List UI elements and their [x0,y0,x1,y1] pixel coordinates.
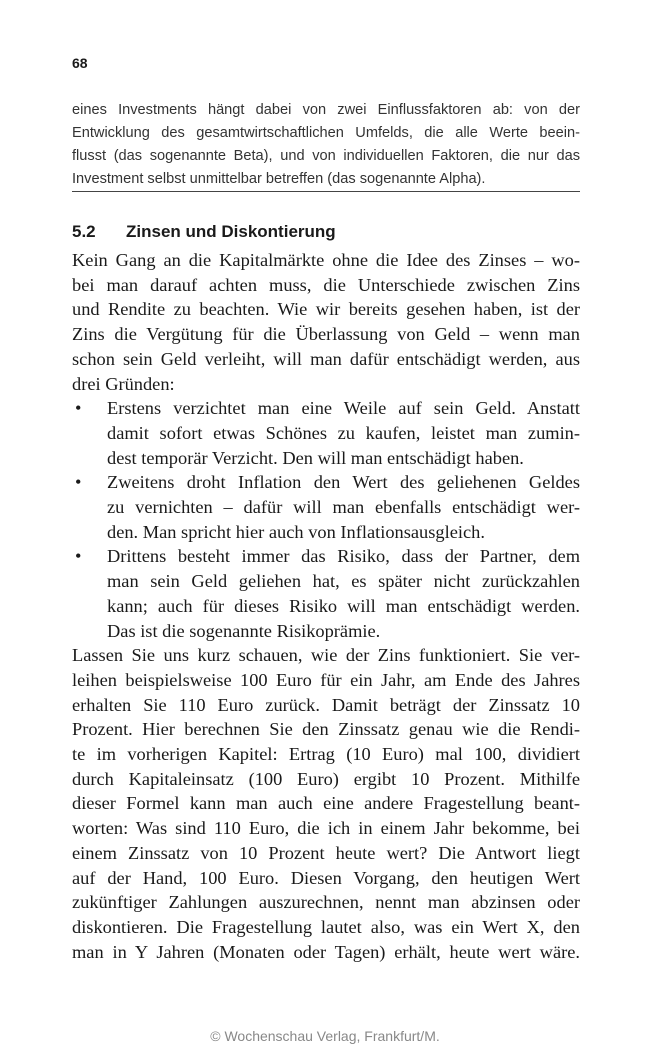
text-line: schon sein Geld verleiht, will man dafür entschädigt werden, aus [72,348,580,369]
bullet-item [72,396,580,470]
bullet-item [72,470,580,544]
intro-paragraph [72,99,580,191]
text-line: auf der Hand, 100 Euro. Diesen Vorgang, den heutigen Wert [72,867,580,888]
text-line: einem Zinssatz von 10 Prozent heute wert? Die Antwort liegt [72,842,580,863]
bullet-icon: • [75,472,82,493]
text-line: diskontieren. Die Fragestellung lautet also, was ein Wert X, den [72,916,580,937]
text-line: leihen beispielsweise 100 Euro für ein Jahr, am Ende des Jahres [72,669,580,690]
text-line: man in Y Jahren (Monaten oder Tagen) erhält, heute wert wäre. [72,941,580,962]
text-line: Investment selbst unmittelbar betreffen (das sogenannte Alpha). [72,171,486,187]
section-title: Zinsen und Diskontierung [126,222,336,241]
text-line: dest temporär Verzicht. Den will man entschädigt haben. [107,447,524,468]
bullet-icon: • [75,398,82,419]
text-line: Kein Gang an die Kapitalmärkte ohne die Idee des Zinses – wo- [72,250,580,270]
bullet-list [72,396,580,643]
bullet-icon: • [75,546,82,567]
text-line: durch Kapitaleinsatz (100 Euro) ergibt 10 Prozent. Mithilfe [72,768,580,789]
text-line: den. Man spricht hier auch von Inflationsausgleich. [107,521,485,542]
text-line: bei man darauf achten muss, die Unterschiede zwischen Zins [72,274,580,295]
text-line: flusst (das sogenannte Beta), und von individuellen Faktoren, die nur das [72,148,580,164]
text-line: Entwicklung des gesamtwirtschaftlichen Umfelds, die alle Werte beein- [72,125,580,141]
page-number: 68 [72,55,88,71]
paragraph [72,248,580,396]
text-line: worten: Was sind 110 Euro, die ich in einem Jahr bekomme, bei [72,818,580,839]
text-line: Das ist die sogenannte Risikoprämie. [107,620,381,641]
text-line: dieser Formel kann man auch eine andere Fragestellung beant- [72,793,580,814]
text-line: Prozent. Hier berechnen Sie den Zinssatz genau wie die Rendi- [72,719,580,740]
text-line: und Rendite zu beachten. Wie wir bereits gesehen haben, ist der [72,299,580,320]
copyright-footer: © Wochenschau Verlag, Frankfurt/M. [210,1028,440,1044]
paragraph [72,643,580,964]
text-line: erhalten Sie 110 Euro zurück. Damit beträgt der Zinssatz 10 [72,694,580,715]
text-line: Drittens besteht immer das Risiko, dass der Partner, dem [107,546,580,567]
text-line: zu vernichten – dafür will man ebenfalls entschädigt wer- [107,497,580,518]
text-line: kann; auch für dieses Risiko will man entschädigt werden. [107,595,580,616]
text-line: man sein Geld geliehen hat, es später nicht zurückzahlen [107,571,580,592]
text-line: damit sofort etwas Schönes zu kaufen, leistet man zumin- [107,422,580,443]
bullet-item [72,544,580,643]
body-text [72,248,580,964]
text-line: drei Gründen: [72,373,175,394]
text-line: eines Investments hängt dabei von zwei Einflussfaktoren ab: von der [72,102,580,118]
text-line: Zweitens droht Inflation den Wert des geliehenen Geldes [107,472,580,493]
text-line: Zins die Vergütung für die Überlassung von Geld – wenn man [72,324,580,345]
text-line: te im vorherigen Kapitel: Ertrag (10 Euro) mal 100, dividiert [72,744,580,765]
text-line: zukünftiger Zahlungen auszurechnen, nennt man abzinsen oder [72,892,580,913]
section-divider [72,191,580,192]
text-line: Erstens verzichtet man eine Weile auf sein Geld. Anstatt [107,398,580,419]
section-heading [72,222,336,242]
text-line: Lassen Sie uns kurz schauen, wie der Zins funktioniert. Sie ver- [72,645,580,666]
section-number: 5.2 [72,222,96,241]
